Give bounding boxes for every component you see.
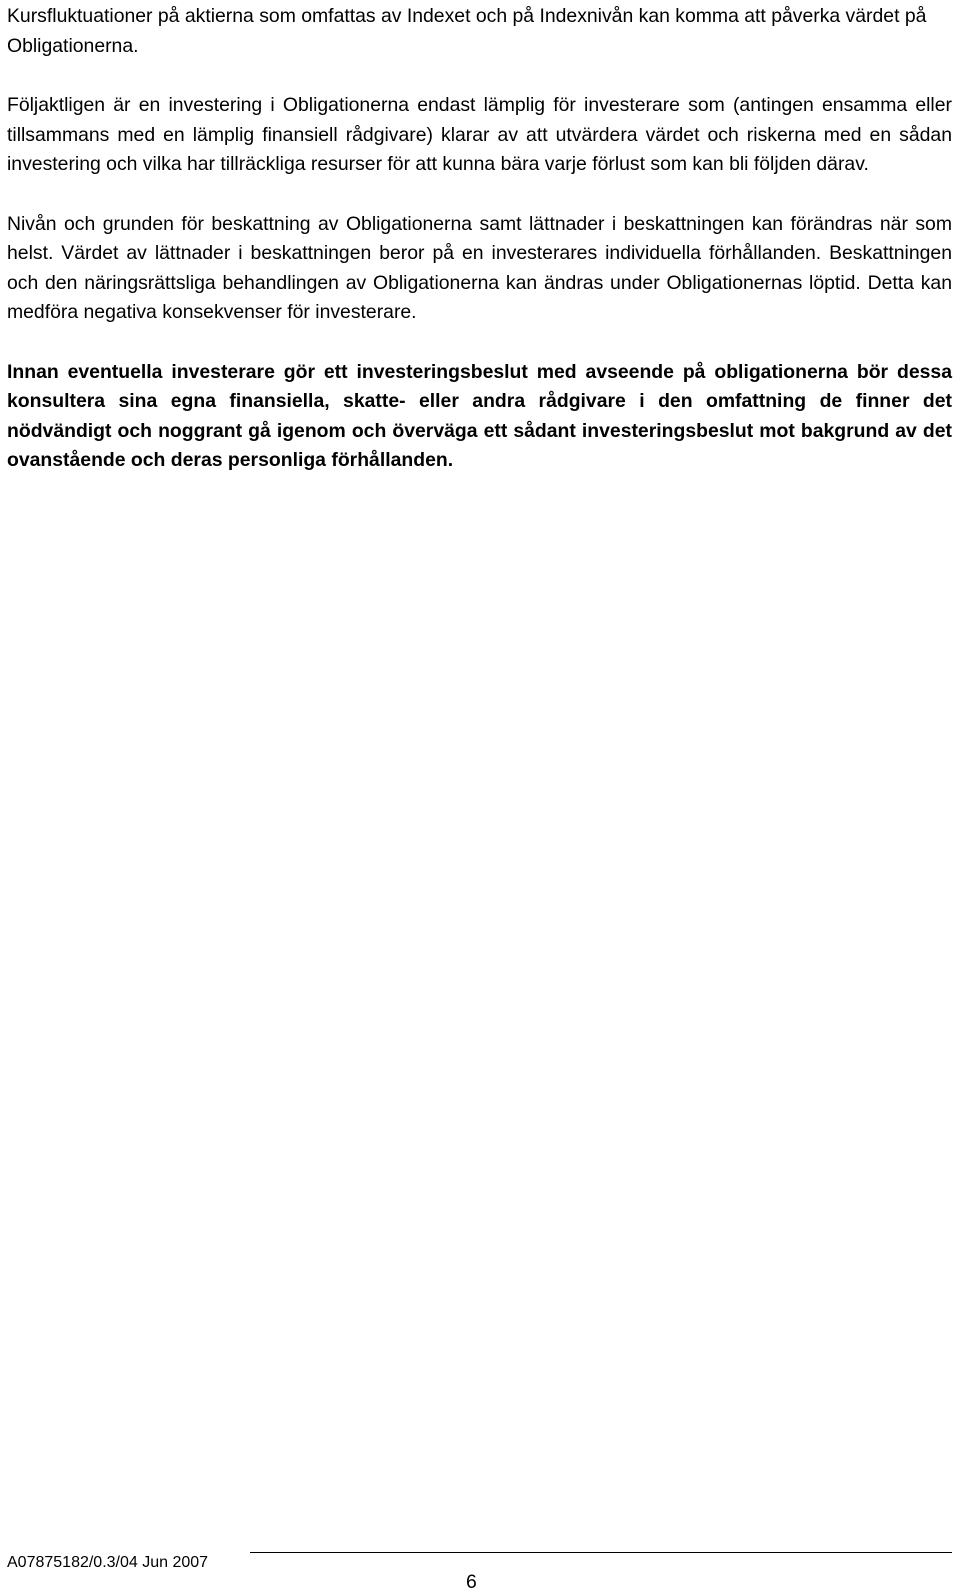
paragraph-investor-suitability: Följaktligen är en investering i Obligationerna endast lämplig för investerare som (antingen ensamma eller tillsammans med en lämplig finansiell rådgivare) klarar av att utvärdera värdet och riskerna med en sådan investering och vilka har tillräckliga resurser för att kunna bära varje förlust som kan bli följden därav.	[7, 94, 952, 175]
footer-divider	[250, 1552, 952, 1553]
document-body	[7, 2, 952, 506]
page-number: 6	[466, 1571, 477, 1593]
paragraph-taxation: Nivån och grunden för beskattning av Obligationerna samt lättnader i beskattningen kan förändras när som helst. Värdet av lättnader i beskattningen beror på en investerares individuella förhållanden. Beskattningen och den näringsrättsliga behandlingen av Obligationerna kan ändras under Obligationernas löptid. Detta kan medföra negativa konsekvenser för investerare.	[7, 212, 952, 323]
footer-reference: A07875182/0.3/04 Jun 2007	[7, 1554, 209, 1571]
paragraph-index-fluctuation: Kursfluktuationer på aktierna som omfattas av Indexet och på Indexnivån kan komma att påverka värdet på Obligationerna.	[7, 5, 927, 57]
paragraph-advice-notice: Innan eventuella investerare gör ett investeringsbeslut med avseende på obligationerna bör dessa konsultera sina egna finansiella, skatte- eller andra rådgivare i den omfattning de finner det nödvändigt och noggrant gå igenom och överväga ett sådant investeringsbeslut mot bakgrund av det ovanstående och deras personliga förhållanden.	[7, 360, 952, 471]
